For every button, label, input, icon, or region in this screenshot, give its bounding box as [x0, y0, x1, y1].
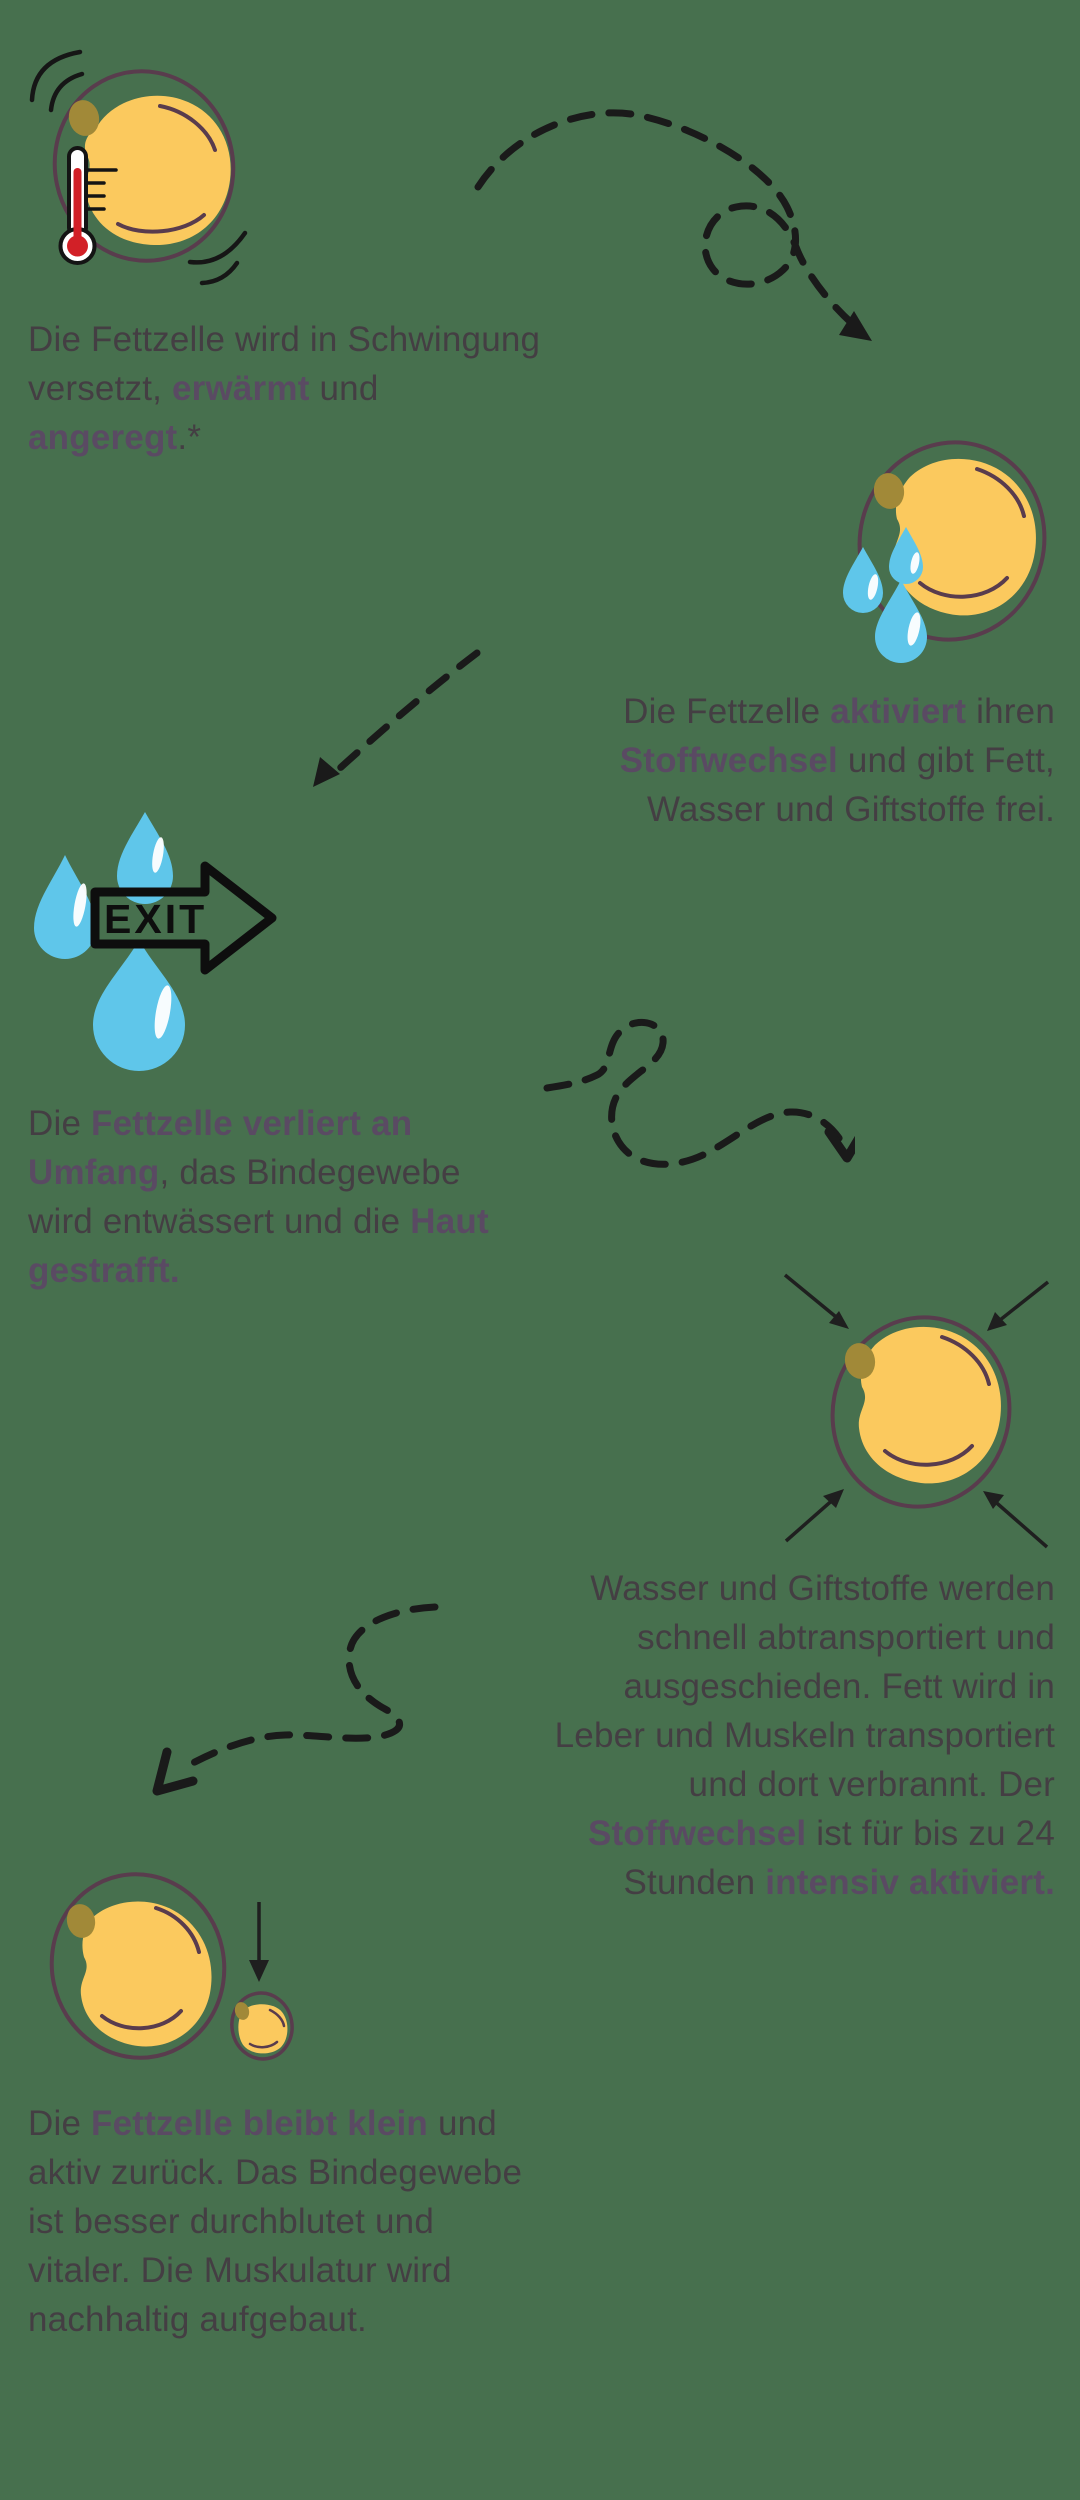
arrowhead	[157, 1752, 193, 1791]
step5-caption	[28, 2099, 522, 2344]
step2-caption	[620, 687, 1055, 834]
fat-cell-body	[81, 1902, 212, 2047]
dashed-arrow-4	[145, 1595, 465, 1805]
text-line: Umfang, das Bindegewebe	[28, 1153, 461, 1192]
shrink-arrow-icon	[249, 1902, 269, 1982]
dashed-arrow-2	[305, 645, 485, 805]
arrowhead	[313, 757, 340, 787]
text-line: vitaler. Die Muskulatur wird	[28, 2251, 452, 2290]
text-line: Stoffwechsel ist für bis zu 24	[588, 1814, 1055, 1853]
text-line: ist besser durchblutet und	[28, 2202, 434, 2241]
text-line: gestrafft.	[28, 1251, 180, 1290]
exit-label: EXIT	[104, 896, 208, 942]
dashed-arrow-3	[535, 995, 855, 1175]
small-fat-cell	[227, 1988, 298, 2063]
arrowhead	[829, 1128, 855, 1158]
text-line: aktiv zurück. Das Bindegewebe	[28, 2153, 523, 2192]
text-line: Stoffwechsel und gibt Fett,	[619, 741, 1055, 780]
text-line: angeregt.*	[28, 418, 202, 457]
text-line: versetzt, erwärmt und	[28, 369, 379, 408]
shrunken-fat-cell-illustration	[30, 1860, 310, 2070]
text-line: ausgeschieden. Fett wird in	[623, 1667, 1055, 1706]
fat-cell-compress-illustration	[765, 1255, 1065, 1565]
text-line: nachhaltig aufgebaut.	[28, 2300, 367, 2339]
text-line: Die Fettzelle wird in Schwingung	[28, 320, 541, 359]
text-line: schnell abtransportiert und	[637, 1618, 1055, 1657]
dashed-arrow-1	[455, 95, 885, 350]
fat-cell-droplets-illustration	[825, 415, 1060, 665]
text-line: Wasser und Giftstoffe werden	[590, 1569, 1055, 1608]
fat-cell-body	[859, 1327, 1001, 1484]
text-line: Die Fettzelle aktiviert ihren	[623, 692, 1055, 731]
exit-droplets-illustration	[20, 800, 290, 1080]
fat-cell-body	[894, 459, 1036, 616]
text-line: wird entwässert und die Haut	[28, 1202, 489, 1241]
text-line: Die Fettzelle verliert an	[28, 1104, 413, 1143]
text-line: und dort verbrannt. Der	[688, 1765, 1055, 1804]
step4-caption	[555, 1564, 1055, 1907]
step3-caption	[28, 1099, 489, 1295]
text-line: Stunden intensiv aktiviert.	[623, 1863, 1055, 1902]
text-line: Die Fettzelle bleibt klein und	[28, 2104, 497, 2143]
text-line: Leber und Muskeln transportiert	[554, 1716, 1055, 1755]
fat-cell-vibration-illustration	[18, 30, 268, 300]
text-line: Wasser und Giftstoffe frei.	[646, 790, 1055, 829]
